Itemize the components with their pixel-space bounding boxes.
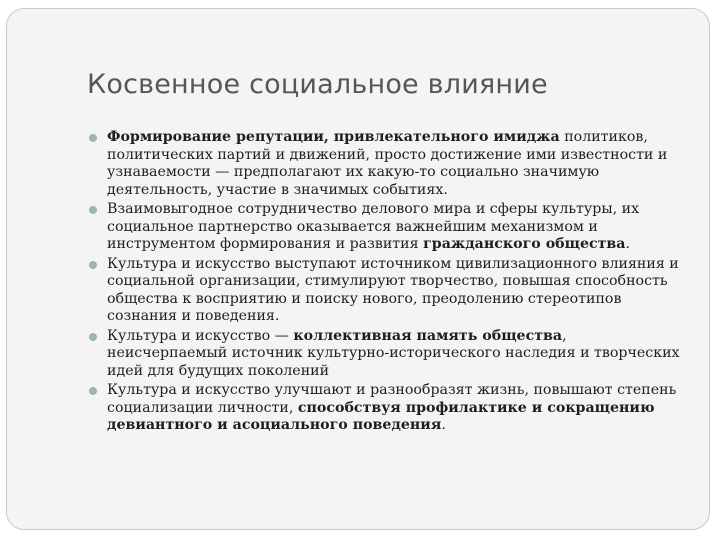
bullet-item bbox=[89, 201, 689, 254]
bullet-bold-text: способствуя профилактике и сокращению девиантного и асоциального поведения bbox=[107, 399, 655, 433]
slide-frame bbox=[6, 8, 710, 530]
bullet-item bbox=[89, 129, 689, 199]
bullet-text: Взаимовыгодное сотрудничество делового мира и сферы культуры, их социальное партнерство оказывается важнейшим механизмом и инструментом формирования и развития bbox=[107, 201, 640, 252]
circle-bullet-icon bbox=[89, 387, 97, 395]
circle-bullet-icon bbox=[89, 134, 97, 142]
bullet-item bbox=[89, 328, 689, 381]
bullet-text: , неисчерпаемый источник культурно-исторического наследия и творческих идей для будущих поколений bbox=[107, 327, 680, 379]
bullet-text: Культура и искусство выступают источником цивилизационного влияния и социальной организации, стимулируют творчество, повышая способность общества к восприятию и поиску нового, преодолению стереотипов сознания и поведения. bbox=[107, 255, 679, 324]
bullet-item bbox=[89, 256, 689, 326]
bullet-text: Культура и искусство — bbox=[107, 327, 294, 344]
circle-bullet-icon bbox=[89, 261, 97, 269]
bullet-bold-text: Формирование репутации, привлекательного имиджа bbox=[107, 129, 560, 145]
bullet-text: . bbox=[625, 236, 630, 252]
circle-bullet-icon bbox=[89, 333, 97, 341]
bullet-text: . bbox=[441, 417, 446, 433]
slide-title: Косвенное социальное влияние bbox=[87, 69, 548, 100]
bullet-list bbox=[89, 129, 689, 437]
bullet-text: Культура и искусство улучшают и разнообразят жизнь, повышают степень социализации личности, bbox=[107, 382, 677, 416]
bullet-bold-text: гражданского общества bbox=[423, 236, 626, 252]
bullet-bold-text: коллективная память общества bbox=[293, 327, 563, 344]
bullet-text: политиков, политических партий и движений, просто достижение ими известности и узнаваемости — предполагают их какую-то социально значимую деятельность, участие в значимых событиях. bbox=[107, 129, 668, 198]
circle-bullet-icon bbox=[89, 206, 97, 214]
bullet-item bbox=[89, 382, 689, 435]
